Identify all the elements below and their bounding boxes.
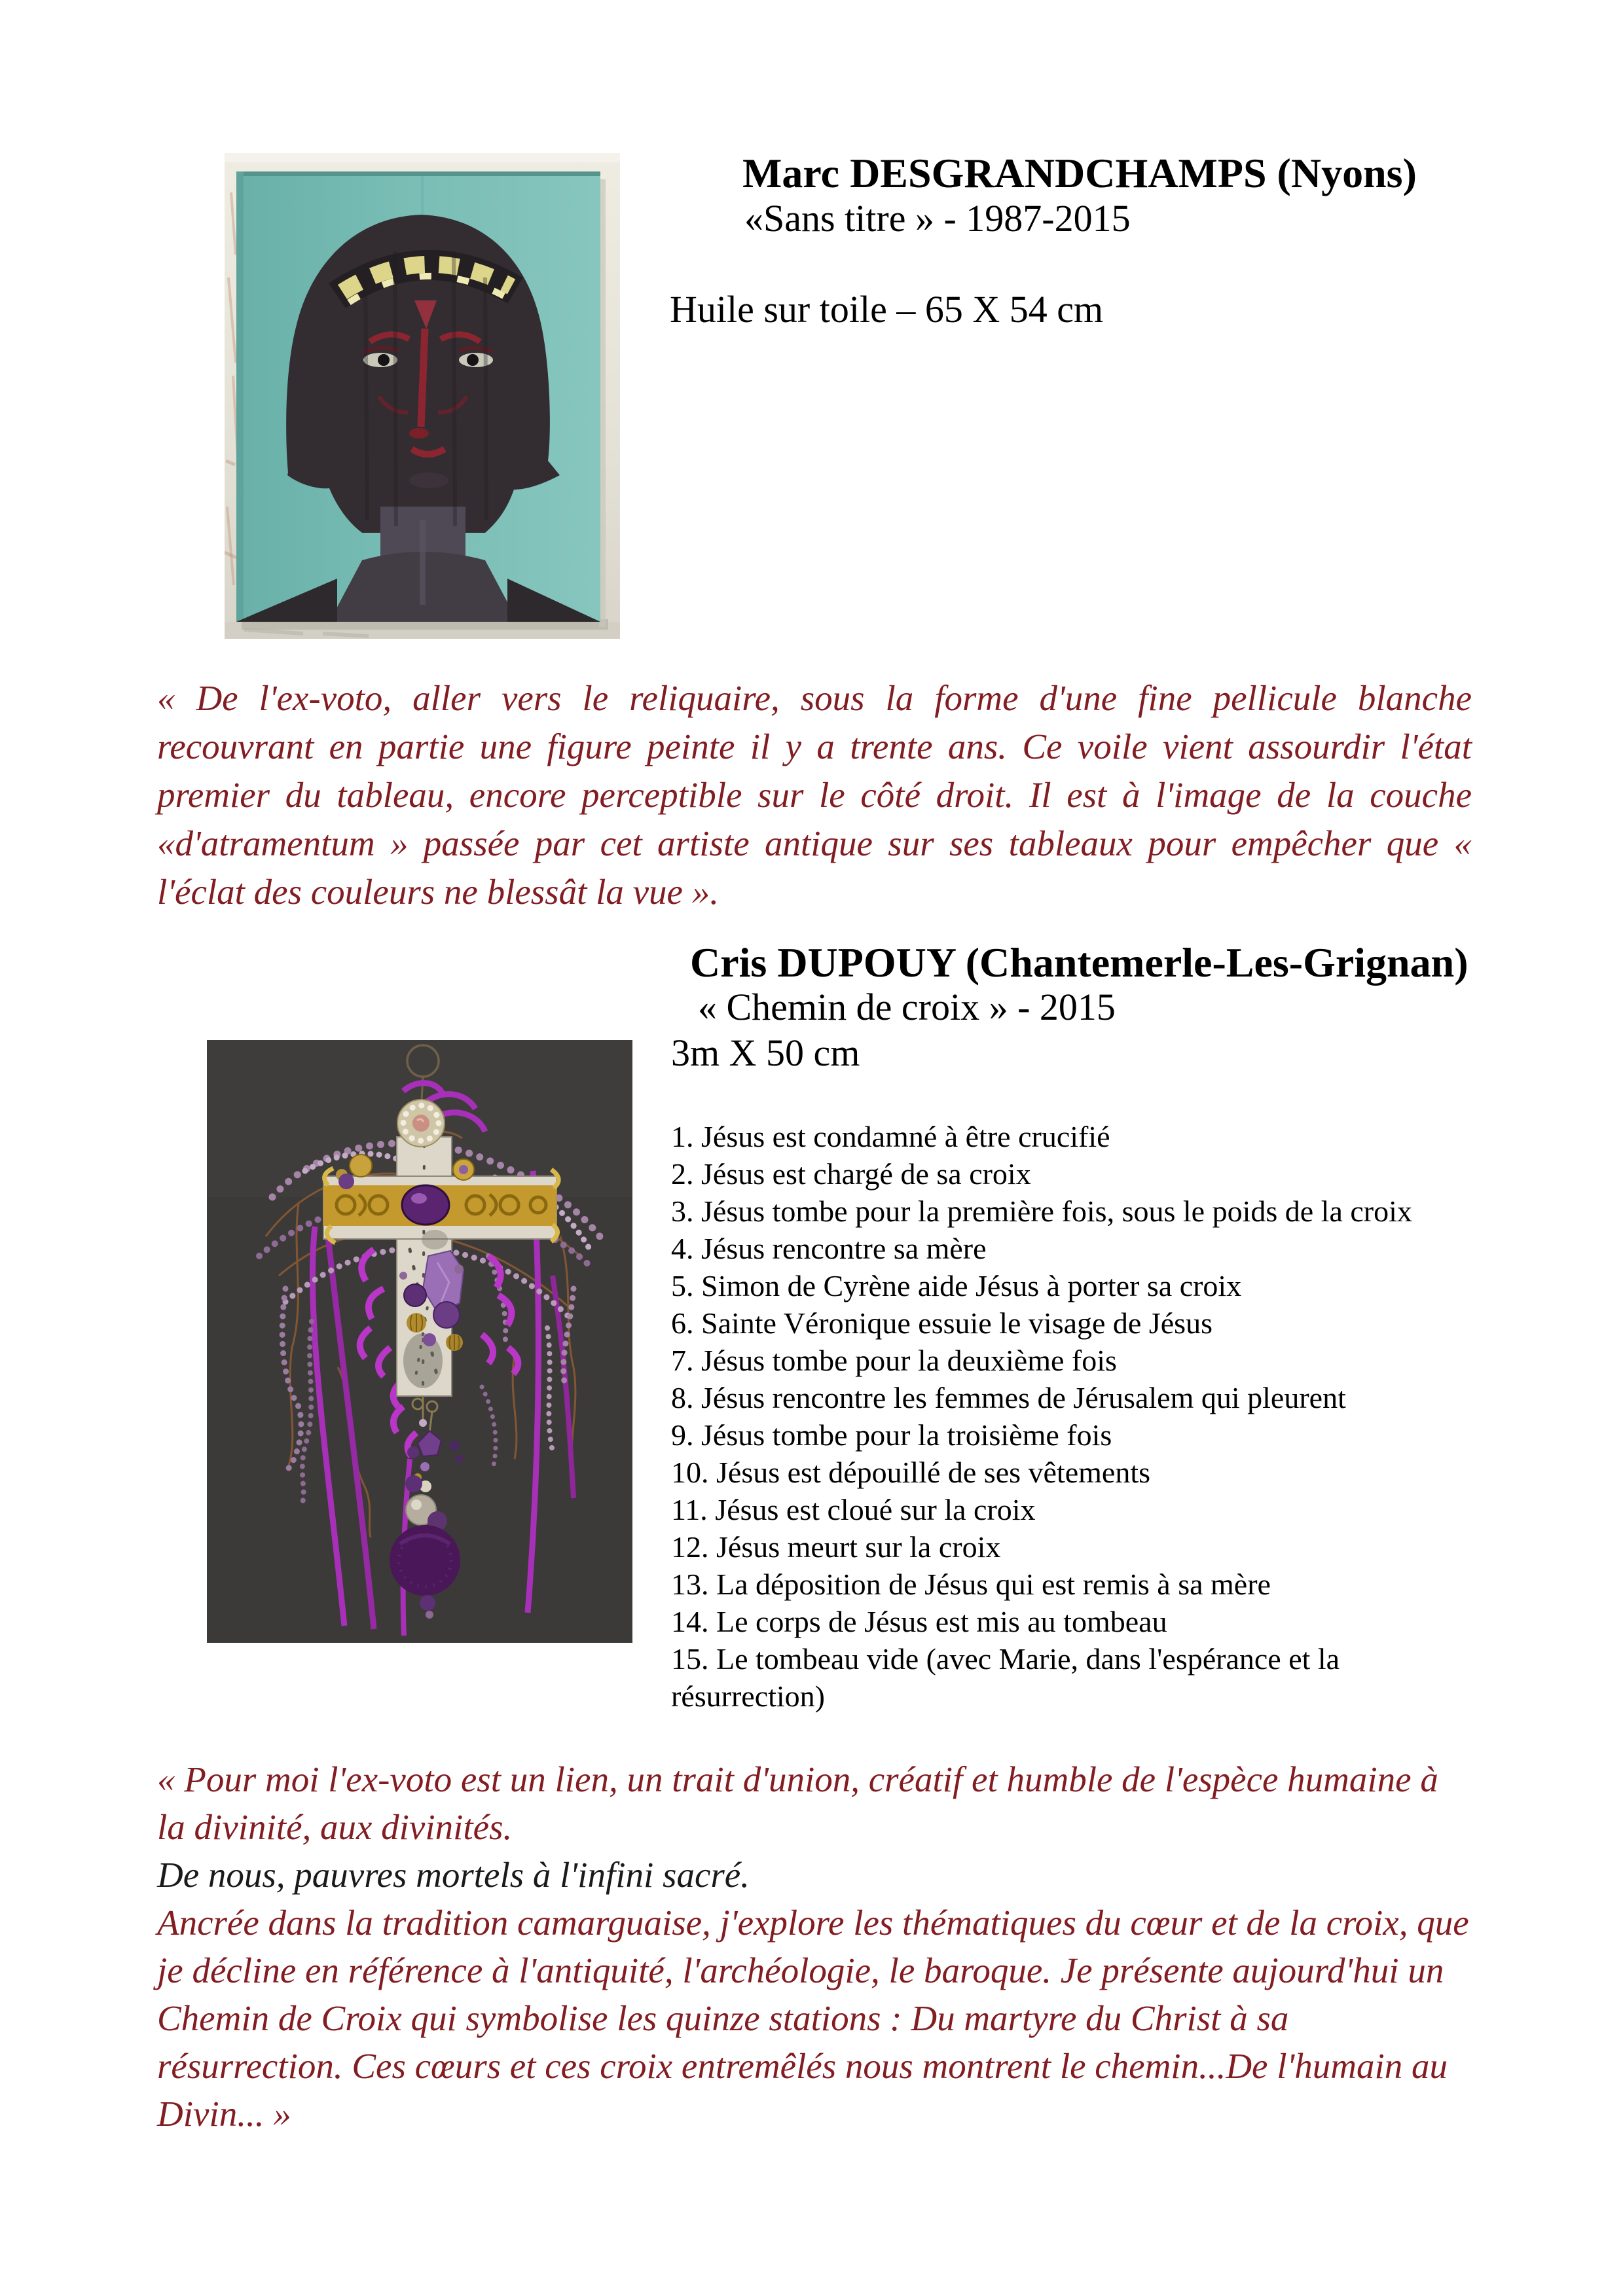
station-item-6: 6. Sainte Véronique essuie le visage de Jésus: [671, 1306, 1213, 1340]
station-item-9: 9. Jésus tombe pour la troisième fois: [671, 1418, 1112, 1452]
artist2-name: Cris DUPOUY (Chantemerle-Les-Grignan): [690, 939, 1468, 986]
station-item-1: 1. Jésus est condamné à être crucifié: [671, 1120, 1110, 1153]
station-item-11: 11. Jésus est cloué sur la croix: [671, 1493, 1036, 1526]
artist1-quote: « De l'ex-voto, aller vers le reliquaire, sous la forme d'une fine pellicule blanche recouvrant en partie une figure peinte il y a trente ans. Ce voile vient assourdir l'état premier du tableau, encore perceptible sur le côté droit. Il est à l'image de la couche «d'atramentum » passée par cet artiste antique sur ses tableaux pour empêcher que « l'éclat des couleurs ne blessât la vue ».: [157, 678, 1472, 912]
stations-list: [671, 1118, 1496, 1715]
artist1-medium: Huile sur toile – 65 X 54 cm: [670, 288, 1104, 331]
artist2-quote-part3: Ancrée dans la tradition camarguaise, j'explore les thématiques du cœur et de la croix, que je décline en référence à l'antiquité, l'archéologie, le baroque. Je présente aujourd'hui un Chemin de Croix qui symbolise les quinze stations : Du martyre du Christ à sa résurrection. Ces cœurs et ces croix entremêlés nous montrent le chemin...De l'humain au Divin... »: [157, 1903, 1469, 2134]
artist1-work-title: «Sans titre » - 1987-2015: [744, 197, 1131, 240]
station-item-10: 10. Jésus est dépouillé de ses vêtements: [671, 1456, 1151, 1489]
station-item-8: 8. Jésus rencontre les femmes de Jérusalem qui pleurent: [671, 1381, 1346, 1414]
station-item-7: 7. Jésus tombe pour la deuxième fois: [671, 1344, 1117, 1377]
station-item-14: 14. Le corps de Jésus est mis au tombeau: [671, 1605, 1167, 1638]
cross-artwork-image: [207, 1040, 632, 1643]
artist2-quote-part2: De nous, pauvres mortels à l'infini sacré.: [157, 1855, 750, 1895]
artist2-quote-part1: « Pour moi l'ex-voto est un lien, un trait d'union, créatif et humble de l'espèce humaine à la divinité, aux divinités.: [157, 1759, 1438, 1847]
untitled-painting-image: [225, 153, 620, 639]
station-item-15: 15. Le tombeau vide (avec Marie, dans l'espérance et la résurrection): [671, 1642, 1340, 1713]
station-item-13: 13. La déposition de Jésus qui est remis à sa mère: [671, 1568, 1271, 1601]
painting-photo-sans-titre: [225, 153, 620, 639]
artist1-name: Marc DESGRANDCHAMPS (Nyons): [742, 150, 1417, 196]
station-item-3: 3. Jésus tombe pour la première fois, sous le poids de la croix: [671, 1194, 1412, 1228]
station-item-12: 12. Jésus meurt sur la croix: [671, 1530, 1001, 1564]
artist2-dimensions: 3m X 50 cm: [671, 1031, 860, 1074]
artwork-photo-chemin-de-croix: [207, 1040, 632, 1643]
station-item-4: 4. Jésus rencontre sa mère: [671, 1232, 987, 1265]
station-item-5: 5. Simon de Cyrène aide Jésus à porter sa croix: [671, 1269, 1242, 1302]
station-item-2: 2. Jésus est chargé de sa croix: [671, 1157, 1031, 1191]
artist2-quote: [157, 1755, 1473, 2138]
artist2-work-title: « Chemin de croix » - 2015: [698, 986, 1116, 1028]
